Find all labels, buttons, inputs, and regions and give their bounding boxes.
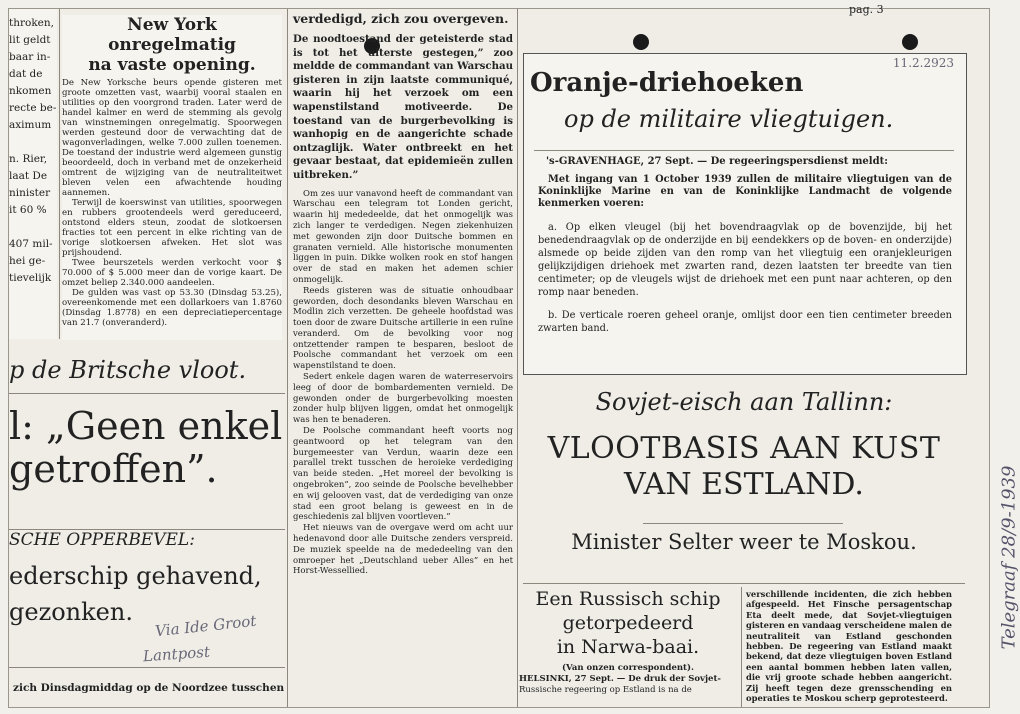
oranje-item-a: a. Op elken vleugel (bij het bovendraagvlak op de bovenzijde, bij het benedendraagvlak op de onderzijde en bij eendekkers op de boven- en onderzijde) alsmede op beide zijden van den romp van het vliegtuig een oranjekleurigen gelijkzijdigen driehoek met zwarten rand, dezen laatsten ter breedte van tien centimeter; op de vleugels wijst de driehoek met een punt naar achteren, op den romp naar beneden. bbox=[538, 221, 952, 298]
russisch-article bbox=[519, 587, 737, 707]
oranje-subtitle: op de militaire vliegtuigen. bbox=[564, 105, 894, 133]
russisch-dateline: HELSINKI, 27 Sept. — De druk der Sovjet- bbox=[519, 674, 721, 684]
ny-title-2: na vaste opening. bbox=[88, 55, 256, 75]
punch-hole bbox=[633, 34, 649, 50]
oranje-intro: Met ingang van 1 October 1939 zullen de militaire vliegtuigen van de Koninklijke Marine en van de Koninklijke Landmacht de volgende kenmerken voeren: bbox=[538, 173, 952, 210]
oranje-dateline: 's-GRAVENHAGE, 27 Sept. — De regeeringspersdienst meldt: bbox=[546, 156, 888, 167]
oranje-title: Oranje-driehoeken bbox=[530, 68, 804, 98]
gezonken-head: gezonken. bbox=[9, 598, 133, 626]
russisch-title: Een Russisch schip bbox=[535, 588, 721, 610]
left-fragment bbox=[9, 9, 57, 339]
lower-left-article bbox=[9, 349, 285, 707]
handwritten-note: Via Ide Groot bbox=[154, 611, 258, 641]
geen-enkel-head: l: „Geen enkel bbox=[9, 404, 283, 448]
ny-article bbox=[62, 15, 282, 340]
column-rule bbox=[741, 587, 742, 707]
russisch-title-3: in Narwa-baai. bbox=[556, 636, 700, 658]
warsaw-p6: Het nieuws van de overgave werd om acht uur hedenavond door alle Duitsche zenders verspreid. De muziek speelde na de mededeeling van den omroeper het „Deutschland ueber Alles” en het Horst-Wessellied. bbox=[293, 523, 513, 577]
sovjet-article bbox=[523, 381, 965, 581]
right-col-article bbox=[746, 589, 952, 707]
russisch-byline: (Van onzen correspondent). bbox=[562, 663, 694, 673]
sovjet-subhead: Minister Selter weer te Moskou. bbox=[571, 530, 917, 554]
handwritten-note-2: Lantpost bbox=[142, 642, 211, 666]
punch-hole bbox=[902, 34, 918, 50]
column-rule bbox=[287, 9, 288, 707]
margin-note: Telegraaf 28/9-1939 bbox=[998, 465, 1020, 650]
oranje-item-b: b. De verticale roeren geheel oranje, omlijst door een tien centimeter breeden zwarten band. bbox=[538, 309, 952, 334]
ny-title: New York onregelmatig bbox=[108, 15, 236, 55]
ny-body-2: Terwijl de koerswinst van utilities, spoorwegen en rubbers grootendeels werd gereduceerd, ontstond elders steun, zoodat de slotkoersen fracties tot een percent in elke richting van de vorige slotkoersen afweken. Het slot was prijshoudend. bbox=[62, 198, 282, 258]
column-rule bbox=[517, 9, 518, 707]
gehavend-head: ederschip gehavend, bbox=[9, 562, 262, 590]
warsaw-p4: Sedert enkele dagen waren de waterreservoirs leeg of door de bombardementen vernield. De gewonden onder de burgerbevolking moesten zonder hulp blijven liggen, omdat het onmogelijk was hen te benaderen. bbox=[293, 372, 513, 426]
ny-body: De New Yorksche beurs opende gisteren met groote omzetten vast, waarbij vooral staalen en utilities op den voorgrond traden. Later werd de handel kalmer en werd de stemming als gevolg van winstnemingen onregelmatig. Spoorwegen werden gesteund door de verwachting dat de wagonverladingen, welke 7.000 zullen toenemen. De toestand der industrie werd algemeen gunstig beoordeeld, doch in verband met de onzekerheid omtrent de wijziging van de neutraliteitwet bleven velen een afwachtende houding aannemen. bbox=[62, 78, 282, 198]
warsaw-article bbox=[293, 11, 513, 707]
archive-card bbox=[8, 3, 1020, 708]
fragment-lines: throken, lit geldt baar in- dat de nkomen recte be- aximum n. Rier, laat De ninister it 60 % 407 mil- hei ge- tievelijk bbox=[9, 17, 57, 284]
warsaw-top-line: verdedigd, zich zou overgeven. bbox=[293, 11, 509, 26]
stamp-date: 11.2.2923 bbox=[892, 56, 954, 70]
top-stub: pag. 3 bbox=[849, 3, 884, 16]
bottom-line: zich Dinsdagmiddag op de Noordzee tusschen bbox=[13, 682, 285, 694]
warsaw-p5: De Poolsche commandant heeft voorts nog geantwoord op het telegram van den burgemeester van Verdun, waarin deze een parallel trekt tusschen de heroieke verdediging van beide steden. „Het moreel der bevolking is ongebroken”, zoo seinde de Poolsche bevelhebber en wij gelooven vast, dat de verdediging van onze stad een groot belang is geweest en in de geschiedenis zal blijven voortleven.” bbox=[293, 426, 513, 523]
sovjet-headline: VLOOTBASIS AAN KUST bbox=[547, 431, 941, 466]
ny-body-3: Twee beurszetels werden verkocht voor $ 70.000 of $ 5.000 meer dan de vorige kaart. De omzet beliep 2.340.000 aandeelen. bbox=[62, 258, 282, 288]
rule bbox=[523, 583, 965, 584]
british-fleet-head: p de Britsche vloot. bbox=[9, 356, 247, 384]
russisch-cut: Russische regeering op Estland is na de bbox=[519, 685, 692, 695]
sovjet-kicker: Sovjet-eisch aan Tallinn: bbox=[595, 388, 893, 416]
warsaw-p3: Reeds gisteren was de situatie onhoudbaar geworden, doch desondanks bleven Warschau en Modlin zich verzetten. De geheele hoofdstad was toen door de zware Duitsche artillerie in een ruïne veranderd. Om de bevolking voor nog ontzettender rampen te besparen, besloot de Poolsche commandant het verzoek om een wapenstilstand te doen. bbox=[293, 285, 513, 372]
oranje-article bbox=[523, 53, 967, 375]
ny-body-4: De gulden was vast op 53.30 (Dinsdag 53.25), overeenkomende met een dollarkoers van 1.8760 (Dinsdag 1.8778) en een depreciatiepercentage van 21.7 (onveranderd). bbox=[62, 288, 282, 328]
warsaw-p2: Om zes uur vanavond heeft de commandant van Warschau een telegram tot Londen gericht, waarin hij mededeelde, dat het onmogelijk was zich langer te verdedigen. Negen ziekenhuizen met gewonden zijn door Duitsche bommen en granaten vernield. Alle historische monumenten liggen in puin. Dikke wolken rook en stof hangen over de stad en maken het ademen schier onmogelijk. bbox=[293, 188, 513, 285]
column-rule bbox=[59, 9, 60, 339]
sovjet-headline-2: VAN ESTLAND. bbox=[624, 467, 864, 502]
opperbevel-head: SCHE OPPERBEVEL: bbox=[9, 530, 195, 550]
warsaw-lead: De noodtoestand der geteisterde stad is tot het uiterste gestegen,” zoo meldde de commandant van Warschau gisteren in zijn laatste communiqué, waarin hij het verzoek om een wapenstilstand motiveerde. De toestand van de burgerbevolking is wanhopig en de aangerichte schade ontzaglijk. Water ontbreekt en het gevaar bestaat, dat epidemieën zullen uitbreken.” bbox=[293, 33, 513, 181]
russisch-title-2: getorpedeerd bbox=[562, 612, 694, 634]
right-col-text: verschillende incidenten, die zich hebben afgespeeld. Het Finsche persagentschap Eta deelt mede, dat Sovjet-vliegtuigen gisteren en vandaag verscheidene malen de neutraliteit van Estland geschonden hebben. De regeering van Estland maakt bekend, dat deze vliegtuigen boven Estland een aantal bommen hebben laten vallen, die vrij groote schade hebben aangericht. Zij heeft tegen deze grensschending en operaties te Moskou scherp geprotesteerd. bbox=[746, 589, 952, 704]
getroffen-head: getroffen”. bbox=[9, 447, 218, 491]
